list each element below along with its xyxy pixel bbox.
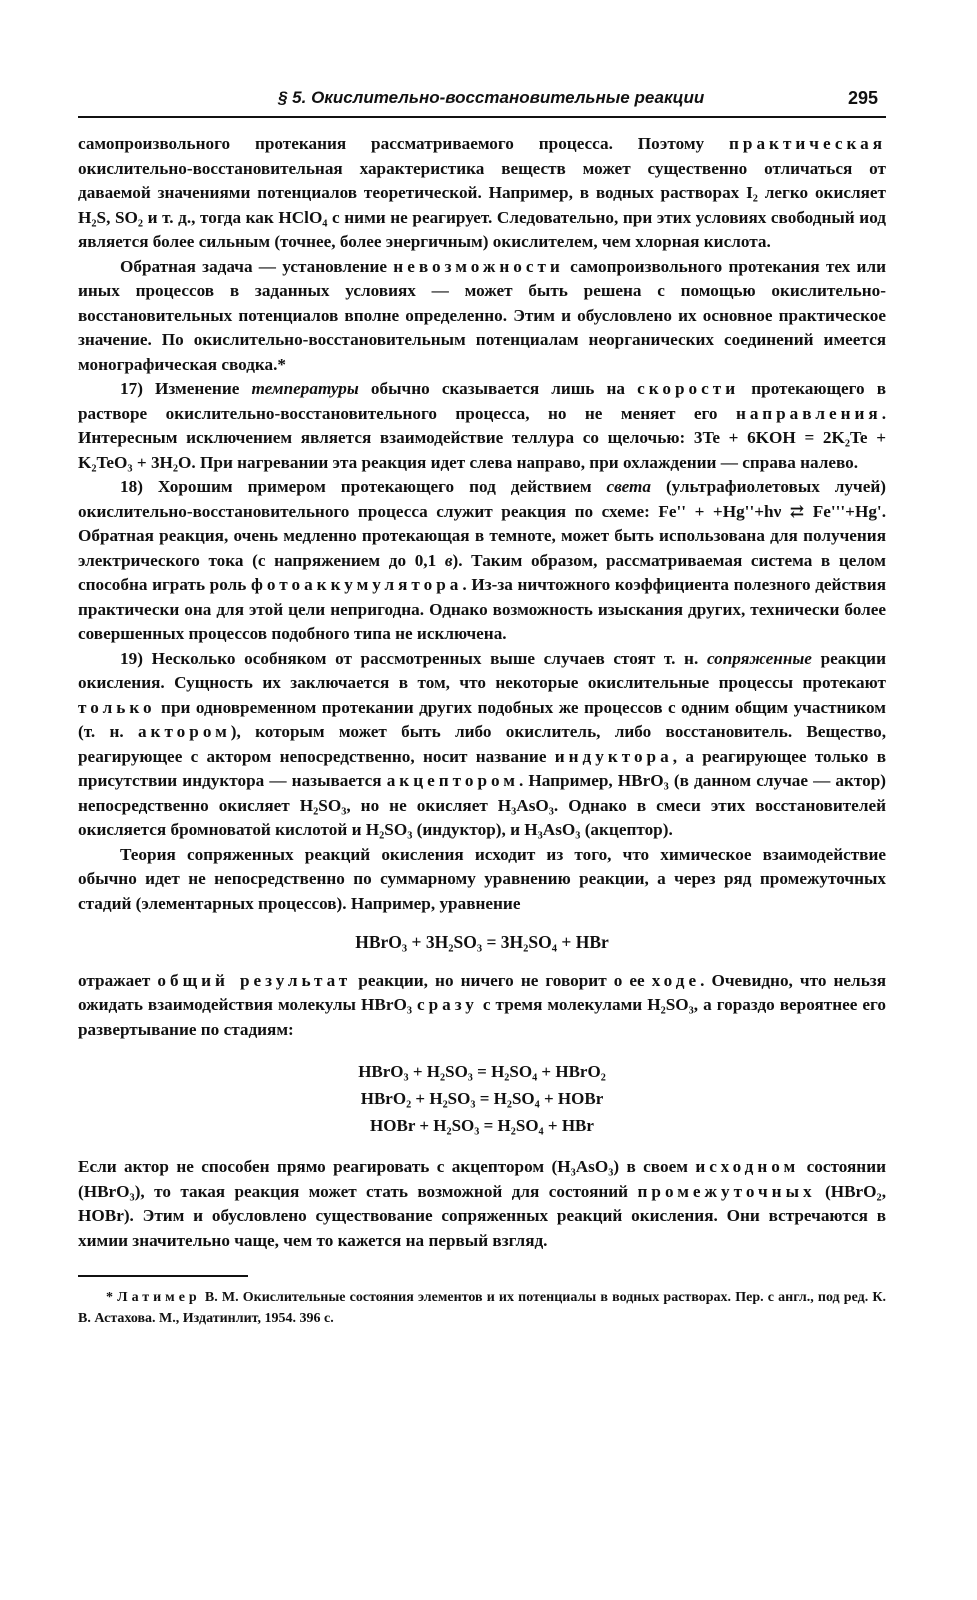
spaced-text: общий результат (157, 970, 352, 990)
equation-stage-3: HOBr + H₂SO₃ = H₂SO₄ + HBr (370, 1116, 594, 1135)
spaced-text: актором (137, 722, 231, 741)
spaced-text: промежуточных (637, 1181, 816, 1201)
text-run: . Интересным исключением является взаимодействие теллура со щелочью: 3Te + 6KOH = 2K₂Te + K₂TeO₃ + 3H₂O. При нагревании эта реакция идет слева направо, при охлаждении — справа налево. (78, 403, 886, 472)
text-run: (ультрафиолетовых лучей) окислительно-восстановительного процесса служит реакция по схеме: Fe'' + +Hg''+hν ⇄ Fe'''+Hg'. Обратная реакция, очень медленно протекающая в темноте, может быть использована для получения электрического тока (с напряжением до 0,1 (78, 477, 886, 570)
italic-text: света (606, 477, 651, 496)
italic-text: в (444, 550, 453, 570)
text-run: реакции окисления. Сущность их заключается в том, что некоторые окислительные процессы протекают (78, 648, 886, 692)
text-run: В. М. Окислительные состояния элементов и их потенциалы в водных растворах. Пер. с англ., под ред. К. В. Астахова. М., Издатинлит, 1954. 396 с. (78, 1290, 887, 1326)
text-run: 19) Несколько особняком от рассмотренных выше случаев стоят т. н. (120, 648, 707, 668)
paragraph-1 (78, 132, 886, 255)
spaced-text: фотоаккумулятора (251, 575, 463, 594)
text-run: состоянии (HBrO₃), то такая реакция может стать возможной для состояний (78, 1157, 887, 1201)
equation-stage-1: HBrO₃ + H₂SO₃ = H₂SO₄ + HBrO₂ (358, 1062, 606, 1081)
text-run: реакции, но ничего не говорит о ее (351, 970, 652, 990)
text-run: Обратная задача — установление (120, 256, 394, 276)
equation-stages (78, 1058, 886, 1139)
text-run: (HBrO₂, HOBr). Этим и обусловлено существование сопряженных реакций окисления. Они встречаются в химии значительно чаще, чем то кажется на первый взгляд. (78, 1181, 886, 1250)
paragraph-18 (78, 475, 886, 647)
footnote-divider (78, 1275, 248, 1277)
page-number: 295 (847, 88, 878, 108)
paragraph-result (78, 969, 886, 1043)
section-title: § 5. Окислительно-восстановительные реакции (278, 88, 705, 107)
text-run: самопроизвольного протекания тех или иных процессов в заданных условиях — может быть решена с помощью окислительно-восстановительных потенциалов вполне определенно. Этим и обусловлено их основное практическое значение. По окислительно-восстановительным потенциалам неорганических соединений имеется монографическая сводка.* (78, 256, 886, 374)
text-run: с тремя молекулами H₂SO₃, а гораздо вероятнее его развертывание по стадиям: (78, 995, 886, 1039)
spaced-text: только (78, 697, 156, 717)
spaced-text: исходном (695, 1157, 800, 1176)
text-run: ). Таким образом, рассматриваемая система в целом способна играть роль (78, 550, 886, 594)
spaced-text: сразу (416, 995, 478, 1014)
spaced-text: скорости (637, 379, 740, 398)
text-run: обычно сказывается лишь на (358, 379, 638, 398)
text-run: отражает (78, 970, 158, 990)
paragraph-17 (78, 377, 886, 475)
footnote (78, 1287, 886, 1329)
body-text (78, 132, 886, 1253)
text-run: окислительно-восстановительная характеристика веществ может существенно отличаться от даваемой значениями потенциалов теоретической. Например, в водных растворах I₂ легко окисляет H₂S, SO₂ и т. д., тогда как HClO₄ с ними не реагирует. Следовательно, при этих условиях свободный иод является более сильным (точнее, более энергичным) окислителем, чем хлорная кислота. (78, 158, 886, 251)
text-run: . Из-за ничтожного коэффициента полезного действия практически она для этой цели непригодна. Однако возможность изыскания других, технически более совершенных процессов подобного типа не исключена. (78, 575, 886, 643)
spaced-text: Латимер (117, 1290, 201, 1305)
text-run: 17) Изменение (120, 379, 252, 398)
footnote-marker: * (106, 1290, 118, 1305)
text-run: , а реагирующее только в присутствии индуктора — называется (78, 746, 886, 790)
paragraph-2 (78, 255, 886, 378)
text-run: ), которым может быть либо окислитель, либо восстановитель. Вещество, реагирующее с актором непосредственно, носит название (78, 722, 886, 766)
text-run: протекающего в растворе окислительно-восстановительного процесса, но не меняет его (78, 379, 887, 423)
spaced-text: ходе (651, 970, 701, 990)
text-run: самопроизвольного протекания рассматриваемого процесса. Поэтому (78, 134, 729, 153)
equation-main: HBrO₃ + 3H₂SO₃ = 3H₂SO₄ + HBr (355, 932, 609, 952)
spaced-text: направления (735, 403, 882, 423)
page (78, 82, 886, 1329)
paragraph-acceptor (78, 1155, 886, 1253)
text-run: . Очевидно, что нельзя ожидать взаимодействия молекулы HBrO₃ (78, 970, 886, 1014)
running-header (78, 82, 886, 118)
paragraph-19 (78, 647, 886, 843)
italic-text: сопряженные (706, 648, 812, 668)
text-run: Если актор не способен прямо реагировать с акцептором (H₃AsO₃) в своем (78, 1157, 696, 1176)
italic-text: температуры (251, 379, 359, 398)
text-run: 18) Хорошим примером протекающего под действием (120, 477, 607, 496)
spaced-text: невозможности (393, 256, 564, 276)
equation-stage-2: HBrO₂ + H₂SO₃ = H₂SO₄ + HOBr (360, 1089, 604, 1108)
paragraph-theory: Теория сопряженных реакций окисления исходит из того, что химическое взаимодействие обычно идет не непосредственно по суммарному уравнению реакции, а через ряд промежуточных стадий (элементарных процессов). Например, уравнение (78, 844, 886, 913)
spaced-text: практическая (729, 134, 886, 153)
text-run: . Например, HBrO₃ (в данном случае — актор) непосредственно окисляет H₂SO₃, но не окисляет H₃AsO₃. Однако в смеси этих восстановителей окисляется бромноватой кислотой и H₂SO₃ (индуктор), и H₃AsO₃ (акцептор). (78, 771, 887, 839)
text-run: при одновременном протекании других подобных же процессов с одним общим участником (т. н. (78, 697, 886, 741)
spaced-text: индуктора (554, 746, 673, 766)
spaced-text: акцептором (386, 771, 519, 790)
